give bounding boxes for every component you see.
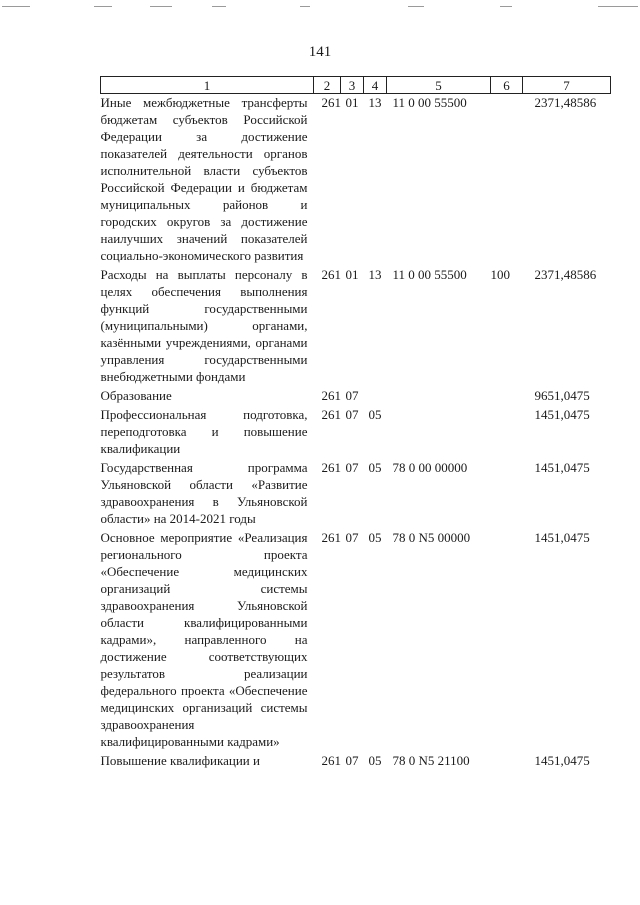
- table-row: [101, 406, 611, 459]
- table-row: [101, 752, 611, 769]
- row-code-expense-type: [491, 406, 523, 459]
- row-code-ministry: 261: [321, 530, 341, 545]
- table-row: [101, 94, 611, 267]
- row-code-section: 07: [345, 460, 359, 475]
- column-header-6: 6: [491, 77, 523, 94]
- table-header-row: [101, 77, 611, 94]
- row-code-target: 78 0 N5 00000: [392, 530, 471, 545]
- row-amount: 9651,0475: [534, 388, 590, 403]
- row-code-expense-type: [491, 529, 523, 752]
- row-amount: 2371,48586: [534, 267, 597, 282]
- row-code-expense-type: 100: [490, 267, 510, 282]
- row-code-section: 07: [345, 530, 359, 545]
- row-code-ministry: 261: [321, 460, 341, 475]
- row-code-expense-type: [491, 94, 523, 267]
- row-name: Повышение квалификации и: [100, 753, 260, 768]
- row-code-section: 07: [345, 753, 359, 768]
- table-row: [101, 266, 611, 387]
- row-code-ministry: 261: [321, 95, 341, 110]
- row-code-expense-type: [491, 459, 523, 529]
- row-code-ministry: 261: [321, 753, 341, 768]
- table-row: [101, 459, 611, 529]
- budget-table: [100, 76, 611, 769]
- row-code-expense-type: [491, 387, 523, 406]
- row-code-target: 78 0 00 00000: [392, 460, 468, 475]
- row-code-target: 78 0 N5 21100: [392, 753, 470, 768]
- column-header-1: 1: [101, 77, 314, 94]
- column-header-2: 2: [314, 77, 341, 94]
- row-name: Основное мероприятие «Реализация регионального проекта «Обеспечение медицинских организаций системы здравоохранения Ульяновской области квалифицированными кадрами», направленного на достижение соответствующих результатов реализации федерального проекта «Обеспечение медицинских организаций системы здравоохранения квалифицированными кадрами»: [100, 530, 308, 749]
- row-amount: 1451,0475: [534, 407, 590, 422]
- column-header-5: 5: [387, 77, 491, 94]
- row-code-target: [387, 406, 491, 459]
- row-code-ministry: 261: [321, 267, 341, 282]
- column-header-3: 3: [341, 77, 364, 94]
- row-code-target: [387, 387, 491, 406]
- row-amount: 2371,48586: [534, 95, 597, 110]
- row-code-section: 01: [345, 267, 359, 282]
- row-code-subsection: 05: [368, 407, 382, 422]
- column-header-7: 7: [523, 77, 611, 94]
- row-code-section: 07: [345, 407, 359, 422]
- row-name: Иные межбюджетные трансферты бюджетам субъектов Российской Федерации за достижение показателей деятельности органов исполнительной власти субъектов Российской Федерации и бюджетам муниципальных районов и городских округов за достижение наилучших значений показателей социально-экономического развития: [100, 95, 308, 263]
- row-code-subsection: 13: [368, 267, 382, 282]
- row-code-target: 11 0 00 55500: [392, 267, 467, 282]
- page-number: 141: [308, 44, 332, 60]
- row-name: Профессиональная подготовка, переподготовка и повышение квалификации: [100, 407, 308, 456]
- row-code-section: 01: [345, 95, 359, 110]
- row-name: Расходы на выплаты персоналу в целях обеспечения выполнения функций государственными (муниципальными) органами, казёнными учреждениями, органами управления государственными внебюджетными фондами: [100, 267, 308, 384]
- row-code-section: 07: [345, 388, 359, 403]
- row-code-subsection: 05: [368, 753, 382, 768]
- row-amount: 1451,0475: [534, 530, 590, 545]
- row-amount: 1451,0475: [534, 753, 590, 768]
- row-code-expense-type: [491, 752, 523, 769]
- row-code-ministry: 261: [321, 407, 341, 422]
- column-header-4: 4: [364, 77, 387, 94]
- table-row: [101, 387, 611, 406]
- row-code-subsection: [364, 387, 387, 406]
- row-code-subsection: 05: [368, 460, 382, 475]
- row-code-subsection: 13: [368, 95, 382, 110]
- row-code-ministry: 261: [321, 388, 341, 403]
- table-row: [101, 529, 611, 752]
- row-name: Образование: [100, 388, 172, 403]
- scan-edge-marks: [0, 6, 640, 12]
- row-code-subsection: 05: [368, 530, 382, 545]
- row-amount: 1451,0475: [534, 460, 590, 475]
- row-code-target: 11 0 00 55500: [392, 95, 467, 110]
- row-name: Государственная программа Ульяновской области «Развитие здравоохранения в Ульяновской области» на 2014-2021 годы: [100, 460, 308, 526]
